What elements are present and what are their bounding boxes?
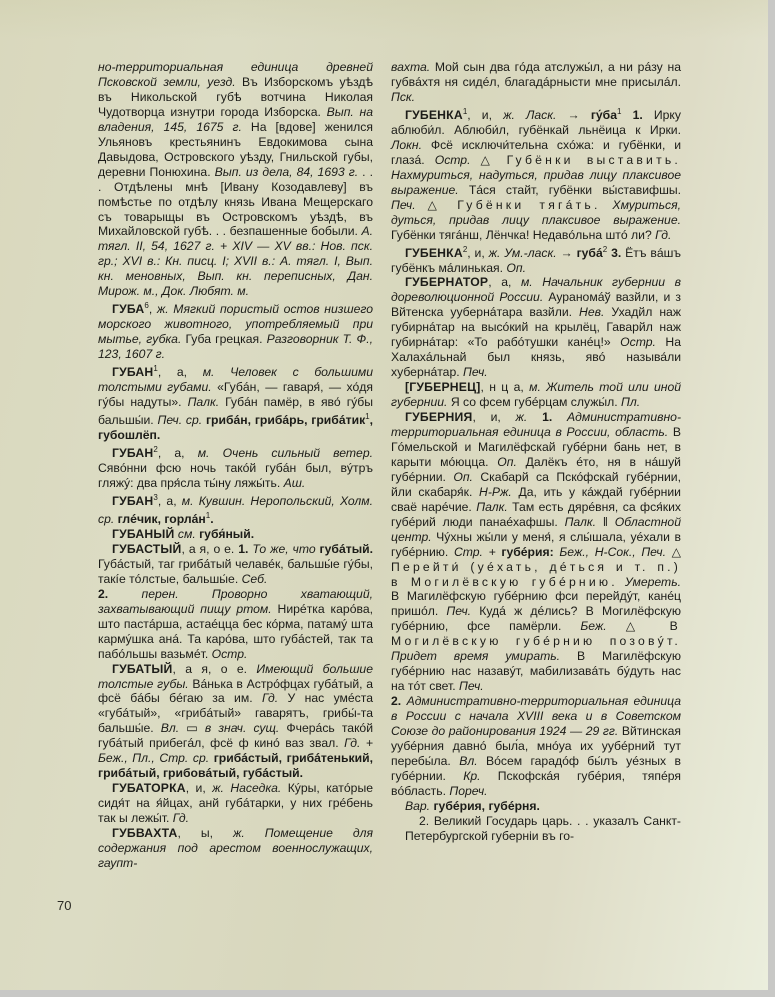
entry-text: Беж., Н-Сок., Печ. (559, 544, 666, 559)
entry-text: 1 (205, 510, 211, 520)
dictionary-entry (98, 362, 373, 443)
left-column (98, 60, 373, 871)
entry-text: Печ. ср. (157, 413, 203, 428)
entry-text: 1 (462, 106, 468, 116)
entry-text: Перейти́ (уéхать, дéться и т. п.) в Могилёвскую губéрнию. (391, 559, 681, 589)
entry-text: м. Человек с большими толстыми губами. (98, 365, 373, 395)
entry-text: На Халахáльнай был князь, явó называ́ли хубернáтар. (391, 335, 681, 380)
entry-paragraph (98, 587, 373, 662)
entry-text: м. Начальник губернии в дореволюционной России. (391, 275, 681, 305)
headword: ГУБЕНКА (405, 245, 463, 260)
dictionary-entry (98, 299, 373, 362)
entry-text: Вйтинская уубéрния давнó был́а, мнóуа их уубéрний тут перебы́ла. (391, 724, 681, 768)
entry-text: Хмуриться, дуться, придав лицу плаксивое выражение. (391, 197, 681, 227)
headword: ГУБАН (112, 446, 154, 461)
entry-text: «Губáн, — гаваря́, — хо́дя гу́бы надуты». (98, 380, 373, 410)
page-number: 70 (57, 898, 72, 913)
entry-text: м. Очень сильный ветер. (197, 446, 373, 461)
entry-paragraph (391, 694, 681, 799)
entry-text: Умереть. (617, 574, 681, 589)
entry-text: 1 (365, 412, 370, 422)
entry-text: Печ. (446, 604, 472, 619)
dictionary-entry (98, 781, 373, 826)
headword: ГУБА (112, 302, 145, 317)
entry-text: Имеющий большие толстые губы. (98, 661, 373, 691)
dictionary-entry (391, 799, 681, 814)
entry-text: Палк. (187, 395, 220, 410)
entry-text: Аш. (283, 475, 306, 490)
dictionary-entry (98, 662, 373, 782)
entry-text: Да, ить у кáждай губéрнии сваё нарéчие. (391, 484, 681, 514)
entry-text: Придет время умирать. (391, 649, 561, 664)
entry-text: Себ. (241, 571, 268, 586)
dictionary-entry (98, 491, 373, 527)
entry-text: Мой сын два гóда атслужы́л, а ни рáзу на губвáхтя ня сидéл, благадáрнысти мне присылáл. (391, 60, 681, 89)
entry-text: Оп. (453, 469, 473, 484)
entry-text: . . . Отдѣлены мнѣ [Ивану Козодавлеву] въ помѣстье по отдѣлу князь Ивана Мещерскаго съ товарыщы въ Островскомъ уѣздѣ, въ Михайловской губѣ. . . безпашенные бобыли. (98, 164, 373, 239)
entry-text: Губёнки тягáть. (457, 197, 601, 212)
entry-text: Вып. на владения, 145, 1675 г. (98, 104, 374, 134)
entry-text: △ (665, 544, 682, 559)
entry-text: Гд. (655, 227, 672, 242)
entry-text: Губáстый, таг грибáтый челавéк, бальшы́е гу́бы, такíе тóлстые, бальшы́е. (98, 556, 373, 586)
entry-text: 1. (527, 410, 568, 425)
entry-text: ж. Мягкий пористый остов низшего морского животного, употребляемый при мытье, губка. (98, 302, 373, 347)
entry-text: Чýхны жы́ли у меня́, я слы́шала, уéхали в губéрнию. (391, 529, 681, 559)
entry-text: . (210, 512, 214, 527)
entry-text: Гд. (261, 691, 279, 706)
entry-text: Печ. (463, 365, 488, 380)
entry-text: Ирку аблюби́л. Аблюби́л, губёнкай льнёица к Ирки. (391, 107, 681, 137)
entry-text: м. Житель той или иной губернии. (391, 380, 681, 410)
entry-text: → (556, 245, 577, 260)
entry-text: Губáн памёр, в яво́ гу́бы бальшы́и. (98, 395, 373, 428)
entry-text: Вáнька в Астрóфцах губáтый, а фсё бáбы бéгаю за им. (98, 676, 373, 706)
entry-text: △ (606, 619, 670, 634)
entry-text: см. (174, 526, 196, 541)
entry-text: губя́ный. (195, 526, 255, 541)
dictionary-entry (98, 443, 373, 491)
entry-text: Кр. (463, 768, 481, 783)
dictionary-entry (98, 826, 373, 871)
dictionary-entry (391, 243, 681, 276)
entry-text: Въ Изборскомъ уѣздѣ въ Никольской губѣ вотчина Николая Чудотворца изнутри города Изборска. (98, 74, 373, 119)
entry-text: губéрия, губéрня. (430, 798, 540, 813)
entry-text: Стр. + (453, 544, 496, 559)
entry-text: Ётъ вáшъ губёнкъ мáлинькая. (391, 245, 681, 275)
headword: ГУБЕРНАТОР (405, 275, 489, 290)
entry-text: 2. (98, 586, 142, 601)
entry-text: ж. Ум.-ласк. (488, 245, 557, 260)
entry-text: , ы, (177, 826, 233, 841)
entry-text: ‖ (596, 514, 615, 529)
entry-text: губáтый. (315, 541, 373, 556)
entry-text: Административно-территориальная единица в России, область. (391, 410, 681, 439)
entry-text: , и, (185, 781, 213, 796)
entry-text: Гд. + Беж., Пл., Стр. ср. (98, 736, 373, 766)
headword: ГУБЕНКА (405, 107, 463, 122)
headword: ГУБВАХТА (112, 826, 178, 841)
entry-text: На [вдове] женился Ульяновъ крестьянинъ Евдокимова сына Давыдова, Островского уѣзду, Гнильской губы, деревни Понюхина. (98, 119, 373, 179)
entry-text: Я со фсем губéрцам служы́л. (447, 395, 622, 410)
entry-text: 1 (153, 364, 158, 374)
entry-text: Пл. (621, 395, 641, 410)
entry-text: грибáн, грибáрь, грибáтик (202, 413, 366, 428)
headword: ГУБЕРНИЯ (405, 410, 473, 425)
dictionary-entry (98, 542, 373, 587)
entry-text: вахта. (391, 60, 431, 74)
entry-text: Далёкъ éто, ня в нáшуй губéрнии. (391, 454, 681, 484)
entry-text: , н ц а, (480, 380, 530, 395)
entry-text: губéрия: (495, 544, 560, 559)
entry-text: Гд. (172, 811, 189, 826)
entry-text: Губёнки выставить. (506, 152, 681, 167)
entry-text: ж. (515, 410, 528, 425)
entry-text: 3. (607, 245, 622, 260)
entry-text: Административно-территориальная единица в России с начала XVIII века и в Советском Союзе до районирования 1924 — 29 гг. (391, 694, 681, 739)
entry-text: Печ. (391, 197, 416, 212)
headword: ГУБАТОРКА (112, 781, 186, 796)
entry-text: Фчерáсь такóй губáтый прибегáл, фсё ф кинó ваз звал. (98, 721, 373, 751)
entry-text: в знач. сущ. (204, 721, 280, 736)
entry-text: Вып. из дела, 84, 1693 г. (214, 164, 359, 179)
entry-text: 2 (602, 244, 608, 254)
entry-text: ж. Помещение для содержания под арестом военнослужащих, гаупт- (98, 826, 373, 870)
entry-text: 6 (144, 301, 149, 311)
headword: ГУБАТЫЙ (112, 661, 173, 676)
entry-text: губá (576, 245, 603, 260)
entry-text: , губошлёп. (98, 413, 374, 443)
entry-text: гу́ба (590, 107, 617, 122)
entry-text: Разговорник Т. Ф., 123, 1607 г. (98, 332, 374, 362)
entry-text: 1. (238, 541, 253, 556)
entry-text: 1. (621, 107, 643, 122)
entry-text: В Гóмельской и Магилёфскай губéрни бань нет, в карыти мóюцца. (391, 425, 681, 469)
headword: ГУБАНЫЙ (112, 526, 175, 541)
entry-text: Нахмуриться, надуться, придав лицу плаксивое выражение. (391, 167, 681, 197)
entry-text: Беж. (580, 619, 607, 634)
entry-text: глéчик, горлáн (114, 512, 206, 527)
entry-text: 2 (153, 445, 158, 455)
entry-text: ▭ (179, 721, 205, 736)
entry-text: 2. Великий Государь царь. . . указалъ Санкт-Петербургской губерніи въ го- (405, 813, 681, 843)
entry-text: Палк. (476, 499, 508, 514)
entry-text: Губа грецкая. (181, 332, 267, 347)
entry-text: , (148, 302, 157, 317)
entry-text: → (556, 107, 591, 122)
entry-text: Кýры, катóрые сидя́т на я́йцах, анй губáтарки, у них грéбень так ы лежы́т. (98, 781, 373, 826)
headword: ГУБАН (112, 365, 154, 380)
entry-text: А. тягл. II, 54, 1627 г. + XIV — XV вв.: Нов. пск. гр.; XVI в.: Кн. писц. I; XVII в.: А. тягл. I, Вып. кн. меновных, Вып. кн. переписных, Дан. Мирож. м., Док. Любят. м. (98, 224, 373, 299)
entry-text: Пскофскáя губéрия, тяпéря вóбласть. (391, 768, 681, 798)
entry-text: но-территориальная единица древней Псковской земли, уезд. (98, 60, 373, 89)
entry-text: Остр. (211, 646, 248, 661)
entry-text: Скабарй са Пскóфскай губéрнии, йли скабаря́к. (391, 469, 681, 499)
entry-text: Кудá ж дéлись? В Могилёфскую губéрнию, фсе памёрли. (391, 604, 681, 634)
entry-text: , а я, о е. (181, 541, 239, 556)
entry-text: Там есть дярéвня, са фся́ких губéрий люди панаéхафшы. (391, 499, 681, 529)
entry-text: грибáстый, грибáтенький, грибáтый, грибовáтый, губáстый. (98, 751, 374, 781)
entry-text: Пореч. (449, 783, 488, 798)
entry-text: , а, (157, 494, 182, 508)
headword: ГУБАСТЫЙ (112, 541, 182, 556)
entry-text: 3 (153, 492, 158, 502)
entry-text: Печ. (459, 679, 484, 694)
dictionary-entry (98, 527, 373, 542)
dictionary-entry (391, 275, 681, 380)
entry-text: У нас умéста «губáтый», «грибáтый» гаварятъ, грибы́-та бальшы́е. (98, 691, 373, 736)
entry-text: Ухадйл наж губирнáтар на высóкий на крылёц, Гаварйл наж губирнáтар: «То рабóтушки канéц!» (391, 305, 681, 350)
entry-text: , и, (472, 410, 516, 425)
entry-paragraph (391, 814, 681, 844)
entry-text: , а я, о е. (172, 661, 257, 676)
entry-text: , и, (467, 107, 504, 122)
entry-text: , а, (488, 275, 521, 290)
dictionary-entry (391, 380, 681, 410)
entry-paragraph (391, 60, 681, 105)
entry-text: Сявóнни фсю ночь такóй губáн был, вýтръ гляжý: два пря́сла ты́ну ляжы́ть. (98, 461, 373, 490)
entry-text: Локн. (391, 137, 422, 152)
entry-text: Н-Рж. (479, 484, 512, 499)
entry-text: Нев. (579, 305, 605, 320)
entry-text: Тáся стайт, губёнки вы́ставифшы. (458, 182, 681, 197)
entry-text: Областной центр. (391, 514, 681, 544)
entry-text: Оп. (497, 454, 517, 469)
headword: [ГУБЕРНЕЦ] (405, 380, 481, 395)
entry-text: Остр. (434, 152, 471, 167)
entry-text: В Магилёфскую губéрнию нас назавýт, мабилизавáть бýдуть нас на тóт свет. (391, 649, 681, 694)
entry-text: Оп. (506, 260, 526, 275)
entry-text: В Магилёфскую губéрнию фси перейдýт, канéц пришóл. (391, 589, 681, 619)
entry-text: △ (415, 197, 458, 212)
entry-text: Аураномáў вазйли, и з Вйтенска уубернáтара вазйли. (391, 290, 681, 320)
entry-text: ж. Ласк. (503, 107, 557, 122)
entry-paragraph (98, 60, 373, 299)
entry-text: В Могилёвскую губéрнию позовýт. (391, 619, 681, 649)
entry-text: 2 (462, 244, 468, 254)
entry-text: ж. Наседка. (212, 781, 282, 796)
dictionary-entry (391, 105, 681, 243)
entry-text: Остр. (620, 335, 656, 350)
entry-text: Пск. (391, 89, 416, 104)
entry-text: Вóсем гарадóф бы́лъ уéзных в губéрнии. (391, 753, 681, 783)
right-column (391, 60, 681, 844)
entry-text: 1 (617, 106, 622, 116)
entry-text: 2. (391, 694, 407, 709)
entry-text: Губёнки тягáнш, Лёнчка! Недавóльна штó ли? (391, 227, 656, 242)
entry-text: Вар. (405, 798, 431, 813)
headword: ГУБАН (112, 494, 154, 508)
entry-text: , и, (467, 245, 489, 260)
entry-text: Палк. (564, 514, 597, 529)
entry-text: Фсё исключи́тельна схóжа: и губёнки, и глазá. (391, 137, 681, 167)
entry-text: м. Кувшин. Неропольский, Холм. ср. (98, 494, 373, 527)
entry-text: , а, (157, 365, 203, 380)
entry-text: △ (470, 152, 507, 167)
entry-text: перен. Проворно хватающий, захватывающий пищу ртом. (98, 586, 373, 616)
entry-text: Вл. (459, 753, 478, 768)
entry-text: Вл. (160, 721, 180, 736)
dictionary-entry (391, 410, 681, 694)
entry-text: То же, что (252, 541, 316, 556)
entry-text: Нирéтка карóва, што пастáрша, астаéцца бес кóрма, патамý шта кармýшка анá. Та карóва, што губáстей, так та пабóльшы вазьмéт. (98, 601, 373, 661)
entry-text: , а, (157, 446, 198, 461)
